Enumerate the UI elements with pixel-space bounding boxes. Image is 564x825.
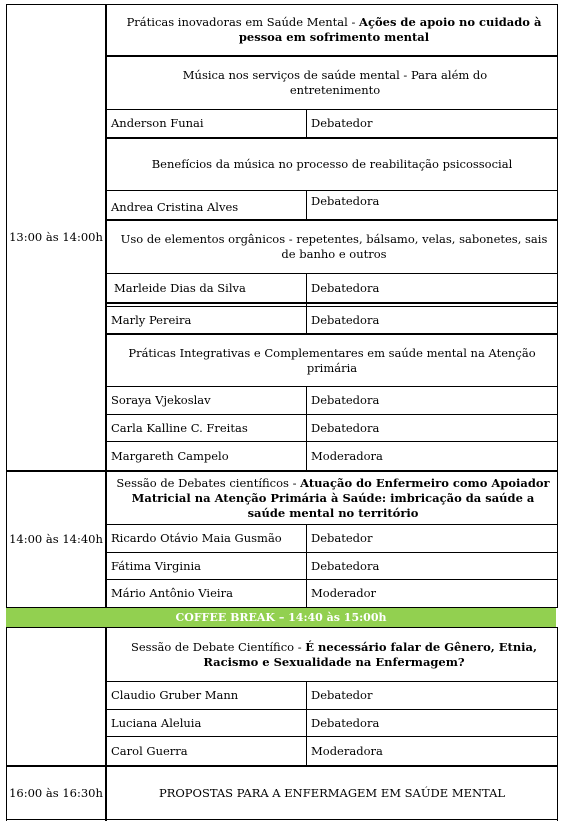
person-role: Debatedora [311,420,380,435]
person-role: Debatedora [311,393,380,407]
person-role: Moderador [311,586,377,600]
person-name: Anderson Funai [111,116,204,130]
person-role: Debatedor [311,116,373,130]
time-row-line [6,819,107,820]
topic-3: Uso de elementos orgânicos - repetentes, bálsamo, velas, sabonetes, sais de banho e outros [120,232,548,261]
person-name: Ricardo Otávio Maia Gusmão [111,531,282,545]
person-name: Marly Pereira [111,312,192,327]
person-name: Luciana Aleluia [111,715,202,730]
person-name: Margareth Campelo [111,448,229,463]
session-3-title-prefix: Sessão de Debate Científico - [130,639,306,654]
session-2-title-emphasis: Atuação do Enfermeiro como Apoiador Matricial na Atenção Primária à Saúde: imbricação da saúde a saúde mental no território [131,475,550,520]
person-name: Mário Antônio Vieira [111,586,233,600]
person-role: Debatedora [311,312,380,327]
time-slot-4: 16:00 às 16:30h [9,785,103,800]
person-name: Andrea Cristina Alves [111,200,239,214]
session-1-title [112,5,556,55]
row-line [105,819,558,820]
person-role: Debatedora [311,280,380,295]
session-1-title-emphasis: Ações de apoio no cuidado à pessoa em sofrimento mental [238,15,542,44]
session-3-title [112,628,556,681]
topic-2: Benefícios da música no processo de reabilitação psicossocial [151,157,513,171]
session-2-title [112,472,554,524]
person-role: Debatedora [311,558,380,573]
person-role: Debatedora [311,194,380,208]
coffee-break-banner: COFFEE BREAK – 14:40 às 15:00h [6,608,556,627]
person-name: Carla Kalline C. Freitas [111,420,248,435]
row-line [105,302,558,304]
person-name: Fátima Virginia [111,558,202,573]
table-border-right [557,627,558,821]
time-slot-1: 13:00 às 14:00h [9,230,103,244]
person-role: Debatedora [311,715,380,730]
person-role: Moderadora [311,448,383,463]
time-slot-2: 14:00 às 14:40h [9,532,103,546]
person-name: Soraya Vjekoslav [111,393,211,407]
person-name: Claudio Gruber Mann [111,688,239,702]
session-4-title: PROPOSTAS PARA A ENFERMAGEM EM SAÚDE MENTAL [158,785,506,800]
session-1-title-prefix: Práticas inovadoras em Saúde Mental - [126,15,360,29]
session-2-title-prefix: Sessão de Debates científicos - [116,475,301,490]
topic-1: Música nos serviços de saúde mental - Para além do entretenimento [182,68,488,97]
person-role: Debatedor [311,688,373,702]
person-role: Debatedor [311,531,373,545]
person-role: Moderadora [311,743,383,758]
person-name: Marleide Dias da Silva [114,280,246,295]
person-name: Carol Guerra [111,743,188,758]
topic-4: Práticas Integrativas e Complementares em saúde mental na Atenção primária [128,345,536,375]
session-3-title-emphasis: É necessário falar de Gênero, Etnia, Racismo e Sexualidade na Enfermagem? [203,639,538,669]
